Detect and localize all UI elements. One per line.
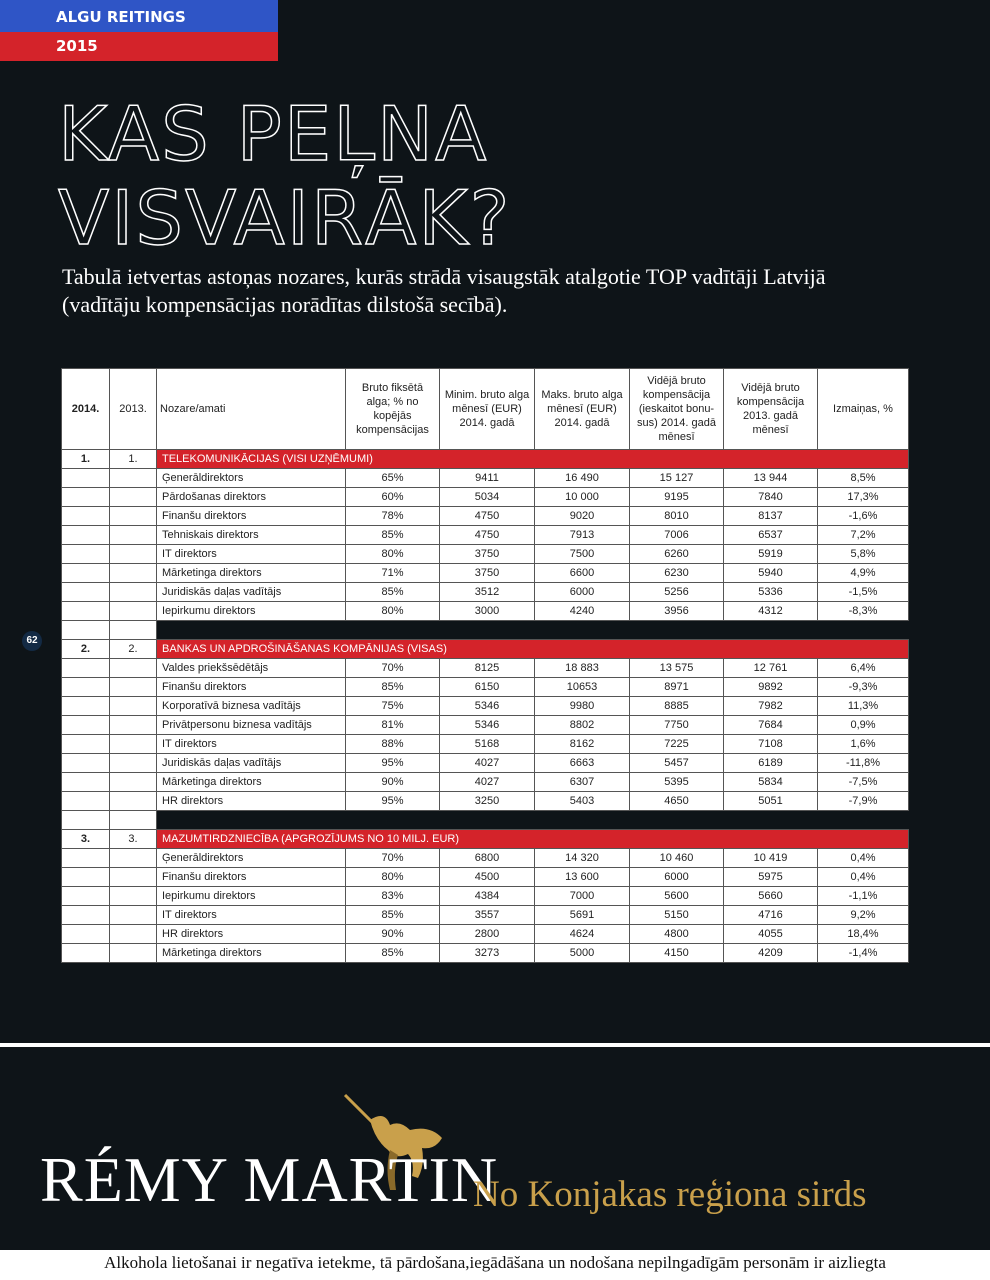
value-cell: 6,4% (818, 659, 909, 678)
table-row (62, 735, 909, 754)
empty-cell (62, 906, 110, 925)
table-header-row (62, 369, 909, 450)
empty-cell (110, 507, 157, 526)
empty-cell (62, 925, 110, 944)
title-line-2: VISVAIRĀK? (58, 174, 512, 262)
value-cell: 4055 (724, 925, 818, 944)
value-cell: 0,4% (818, 849, 909, 868)
rank-2013: 3. (110, 830, 157, 849)
empty-cell (62, 887, 110, 906)
value-cell: 7840 (724, 488, 818, 507)
empty-cell (110, 868, 157, 887)
value-cell: 5975 (724, 868, 818, 887)
empty-cell (110, 526, 157, 545)
value-cell: 5660 (724, 887, 818, 906)
value-cell: 3557 (440, 906, 535, 925)
role-name: Privātpersonu biznesa vadītājs (157, 716, 346, 735)
value-cell: 2800 (440, 925, 535, 944)
spacer-cell (535, 811, 630, 830)
empty-cell (62, 564, 110, 583)
spacer-cell (157, 621, 346, 640)
value-cell: 9980 (535, 697, 630, 716)
role-name: Korporatīvā biznesa vadītājs (157, 697, 346, 716)
value-cell: 7684 (724, 716, 818, 735)
value-cell: 85% (346, 906, 440, 925)
empty-cell (110, 887, 157, 906)
value-cell: 5834 (724, 773, 818, 792)
value-cell: 8802 (535, 716, 630, 735)
page-title (58, 92, 511, 260)
value-cell: 6150 (440, 678, 535, 697)
legal-disclaimer: Alkohola lietošanai ir negatīva ietekme, tā pārdošana,iegādāšana un nodošana nepilngadīgām personām ir aizliegta (0, 1250, 990, 1280)
value-cell: 83% (346, 887, 440, 906)
value-cell: 6230 (630, 564, 724, 583)
role-name: Mārketinga direktors (157, 944, 346, 963)
empty-cell (62, 659, 110, 678)
value-cell: 1,6% (818, 735, 909, 754)
spacer-cell (346, 621, 440, 640)
section-label: BANKAS UN APDROŠINĀŠANAS KOMPĀNIJAS (VISAS) (157, 640, 909, 659)
table-row (62, 697, 909, 716)
spacer-cell (818, 811, 909, 830)
year-tag (0, 32, 278, 61)
value-cell: 14 320 (535, 849, 630, 868)
value-cell: 3273 (440, 944, 535, 963)
value-cell: 90% (346, 925, 440, 944)
value-cell: 6260 (630, 545, 724, 564)
empty-cell (62, 678, 110, 697)
column-header: Maks. bruto alga mēnesī (EUR) 2014. gadā (535, 369, 630, 450)
empty-cell (62, 754, 110, 773)
value-cell: 75% (346, 697, 440, 716)
value-cell: 7000 (535, 887, 630, 906)
section-label: MAZUMTIRDZNIECĪBA (APGROZĪJUMS NO 10 MILJ. EUR) (157, 830, 909, 849)
section-row (62, 450, 909, 469)
table-row (62, 488, 909, 507)
value-cell: 90% (346, 773, 440, 792)
section-tag (0, 0, 278, 32)
value-cell: 5256 (630, 583, 724, 602)
empty-cell (110, 697, 157, 716)
table-row (62, 545, 909, 564)
spacer-cell (62, 811, 110, 830)
value-cell: 4209 (724, 944, 818, 963)
role-name: Iepirkumu direktors (157, 602, 346, 621)
empty-cell (110, 545, 157, 564)
value-cell: 6307 (535, 773, 630, 792)
value-cell: 7982 (724, 697, 818, 716)
column-header: Vidējā bruto kompensācija 2013. gadā mēnesī (724, 369, 818, 450)
value-cell: 10653 (535, 678, 630, 697)
value-cell: 5346 (440, 716, 535, 735)
value-cell: 4,9% (818, 564, 909, 583)
value-cell: 6600 (535, 564, 630, 583)
value-cell: 5395 (630, 773, 724, 792)
table-row (62, 849, 909, 868)
value-cell: 4750 (440, 507, 535, 526)
column-header: Minim. bruto alga mēnesī (EUR) 2014. gadā (440, 369, 535, 450)
empty-cell (62, 773, 110, 792)
role-name: Juridiskās daļas vadītājs (157, 583, 346, 602)
value-cell: 70% (346, 659, 440, 678)
page-number: 62 (22, 631, 42, 651)
value-cell: 70% (346, 849, 440, 868)
value-cell: 80% (346, 545, 440, 564)
spacer-row (62, 811, 909, 830)
spacer-cell (62, 621, 110, 640)
table-body (62, 450, 909, 963)
value-cell: 8885 (630, 697, 724, 716)
empty-cell (110, 849, 157, 868)
value-cell: 5034 (440, 488, 535, 507)
column-header: Vidējā bruto kompensācija (ieskaitot bonu-sus) 2014. gadā mēnesī (630, 369, 724, 450)
value-cell: 7,2% (818, 526, 909, 545)
value-cell: 0,4% (818, 868, 909, 887)
value-cell: -7,9% (818, 792, 909, 811)
value-cell: -7,5% (818, 773, 909, 792)
rank-2013: 1. (110, 450, 157, 469)
empty-cell (62, 944, 110, 963)
section-row (62, 640, 909, 659)
value-cell: 11,3% (818, 697, 909, 716)
value-cell: 3750 (440, 545, 535, 564)
value-cell: 8010 (630, 507, 724, 526)
value-cell: 4500 (440, 868, 535, 887)
table-row (62, 887, 909, 906)
spacer-cell (346, 811, 440, 830)
value-cell: 0,9% (818, 716, 909, 735)
spacer-cell (724, 811, 818, 830)
value-cell: 5403 (535, 792, 630, 811)
role-name: Ģenerāldirektors (157, 849, 346, 868)
empty-cell (110, 659, 157, 678)
value-cell: 3250 (440, 792, 535, 811)
value-cell: 5336 (724, 583, 818, 602)
column-header: 2014. (62, 369, 110, 450)
empty-cell (62, 792, 110, 811)
column-header: Izmaiņas, % (818, 369, 909, 450)
value-cell: 5051 (724, 792, 818, 811)
value-cell: 7913 (535, 526, 630, 545)
value-cell: 4150 (630, 944, 724, 963)
value-cell: -1,5% (818, 583, 909, 602)
value-cell: 4027 (440, 773, 535, 792)
empty-cell (110, 925, 157, 944)
column-header: 2013. (110, 369, 157, 450)
table-row (62, 868, 909, 887)
table-row (62, 792, 909, 811)
empty-cell (110, 583, 157, 602)
value-cell: -11,8% (818, 754, 909, 773)
value-cell: 3000 (440, 602, 535, 621)
empty-cell (110, 735, 157, 754)
role-name: IT direktors (157, 545, 346, 564)
role-name: IT direktors (157, 906, 346, 925)
role-name: HR direktors (157, 925, 346, 944)
subtitle: Tabulā ietvertas astoņas nozares, kurās strādā visaugstāk atalgotie TOP vadītāji Latvijā (vadītāju kompensācijas norādītas dilstošā secībā). (62, 264, 826, 317)
table-row (62, 659, 909, 678)
empty-cell (62, 849, 110, 868)
value-cell: 13 600 (535, 868, 630, 887)
rank-2013: 2. (110, 640, 157, 659)
empty-cell (62, 868, 110, 887)
value-cell: 95% (346, 792, 440, 811)
role-name: HR direktors (157, 792, 346, 811)
empty-cell (62, 716, 110, 735)
spacer-row (62, 621, 909, 640)
spacer-cell (724, 621, 818, 640)
value-cell: 4312 (724, 602, 818, 621)
value-cell: 9195 (630, 488, 724, 507)
value-cell: 5919 (724, 545, 818, 564)
value-cell: 71% (346, 564, 440, 583)
value-cell: 4240 (535, 602, 630, 621)
empty-cell (110, 792, 157, 811)
section-label: TELEKOMUNIKĀCIJAS (VISI UZŅĒMUMI) (157, 450, 909, 469)
value-cell: 5,8% (818, 545, 909, 564)
role-name: Valdes priekšsēdētājs (157, 659, 346, 678)
role-name: Tehniskais direktors (157, 526, 346, 545)
value-cell: 6000 (535, 583, 630, 602)
empty-cell (110, 678, 157, 697)
empty-cell (62, 602, 110, 621)
value-cell: 88% (346, 735, 440, 754)
role-name: Finanšu direktors (157, 868, 346, 887)
value-cell: 5168 (440, 735, 535, 754)
value-cell: 4384 (440, 887, 535, 906)
spacer-cell (440, 811, 535, 830)
value-cell: 8125 (440, 659, 535, 678)
role-name: IT direktors (157, 735, 346, 754)
spacer-cell (535, 621, 630, 640)
table-row (62, 564, 909, 583)
value-cell: -1,1% (818, 887, 909, 906)
role-name: Mārketinga direktors (157, 773, 346, 792)
value-cell: 6189 (724, 754, 818, 773)
value-cell: 5346 (440, 697, 535, 716)
value-cell: 13 575 (630, 659, 724, 678)
value-cell: 10 000 (535, 488, 630, 507)
value-cell: -8,3% (818, 602, 909, 621)
value-cell: 10 460 (630, 849, 724, 868)
value-cell: 80% (346, 602, 440, 621)
value-cell: 78% (346, 507, 440, 526)
empty-cell (62, 507, 110, 526)
value-cell: 4716 (724, 906, 818, 925)
value-cell: 6663 (535, 754, 630, 773)
table-row (62, 602, 909, 621)
role-name: Juridiskās daļas vadītājs (157, 754, 346, 773)
empty-cell (62, 697, 110, 716)
rank-2014: 1. (62, 450, 110, 469)
value-cell: 81% (346, 716, 440, 735)
table-row (62, 944, 909, 963)
value-cell: 80% (346, 868, 440, 887)
spacer-cell (818, 621, 909, 640)
value-cell: 85% (346, 678, 440, 697)
empty-cell (110, 469, 157, 488)
value-cell: 17,3% (818, 488, 909, 507)
value-cell: 15 127 (630, 469, 724, 488)
table-row (62, 773, 909, 792)
empty-cell (62, 583, 110, 602)
value-cell: 60% (346, 488, 440, 507)
value-cell: 16 490 (535, 469, 630, 488)
value-cell: 13 944 (724, 469, 818, 488)
spacer-cell (630, 621, 724, 640)
table-row (62, 526, 909, 545)
value-cell: 5940 (724, 564, 818, 583)
column-header: Bruto fiksētā alga; % no kopējās kompensācijas (346, 369, 440, 450)
value-cell: 3956 (630, 602, 724, 621)
value-cell: 12 761 (724, 659, 818, 678)
value-cell: 5000 (535, 944, 630, 963)
section-row (62, 830, 909, 849)
value-cell: 6800 (440, 849, 535, 868)
value-cell: 85% (346, 944, 440, 963)
section-tag-label: ALGU REITINGS (56, 8, 186, 26)
role-name: Ģenerāldirektors (157, 469, 346, 488)
value-cell: 5457 (630, 754, 724, 773)
value-cell: 3512 (440, 583, 535, 602)
empty-cell (110, 716, 157, 735)
value-cell: 8162 (535, 735, 630, 754)
rank-2014: 3. (62, 830, 110, 849)
title-line-1: KAS PEĻNA (58, 90, 489, 178)
value-cell: 18,4% (818, 925, 909, 944)
value-cell: 85% (346, 526, 440, 545)
value-cell: 7108 (724, 735, 818, 754)
table-row (62, 716, 909, 735)
role-name: Finanšu direktors (157, 507, 346, 526)
value-cell: 8137 (724, 507, 818, 526)
empty-cell (110, 602, 157, 621)
empty-cell (110, 944, 157, 963)
table-row (62, 469, 909, 488)
value-cell: 3750 (440, 564, 535, 583)
empty-cell (62, 488, 110, 507)
rank-2014: 2. (62, 640, 110, 659)
empty-cell (110, 773, 157, 792)
brand-logo: RÉMY MARTIN (40, 1144, 499, 1215)
value-cell: 4800 (630, 925, 724, 944)
value-cell: 95% (346, 754, 440, 773)
value-cell: 5150 (630, 906, 724, 925)
value-cell: 9411 (440, 469, 535, 488)
value-cell: 8,5% (818, 469, 909, 488)
salary-table (61, 368, 909, 963)
value-cell: -1,6% (818, 507, 909, 526)
value-cell: 18 883 (535, 659, 630, 678)
role-name: Pārdošanas direktors (157, 488, 346, 507)
value-cell: 8971 (630, 678, 724, 697)
spacer-cell (440, 621, 535, 640)
value-cell: -9,3% (818, 678, 909, 697)
value-cell: 4650 (630, 792, 724, 811)
year-tag-label: 2015 (56, 37, 98, 55)
spacer-cell (157, 811, 346, 830)
role-name: Mārketinga direktors (157, 564, 346, 583)
value-cell: 9892 (724, 678, 818, 697)
table-row (62, 678, 909, 697)
value-cell: 9,2% (818, 906, 909, 925)
value-cell: 4624 (535, 925, 630, 944)
value-cell: 4750 (440, 526, 535, 545)
empty-cell (110, 488, 157, 507)
ad-slogan: No Konjakas reģiona sirds (473, 1174, 867, 1215)
table-row (62, 906, 909, 925)
value-cell: 6537 (724, 526, 818, 545)
table-row (62, 583, 909, 602)
value-cell: 65% (346, 469, 440, 488)
empty-cell (62, 735, 110, 754)
value-cell: 7500 (535, 545, 630, 564)
value-cell: 85% (346, 583, 440, 602)
spacer-cell (630, 811, 724, 830)
column-header: Nozare/amati (157, 369, 346, 450)
value-cell: 6000 (630, 868, 724, 887)
value-cell: 9020 (535, 507, 630, 526)
empty-cell (110, 906, 157, 925)
role-name: Iepirkumu direktors (157, 887, 346, 906)
value-cell: 5600 (630, 887, 724, 906)
table-row (62, 925, 909, 944)
value-cell: 5691 (535, 906, 630, 925)
value-cell: 4027 (440, 754, 535, 773)
empty-cell (62, 526, 110, 545)
spacer-cell (110, 811, 157, 830)
value-cell: 10 419 (724, 849, 818, 868)
spacer-cell (110, 621, 157, 640)
value-cell: 7225 (630, 735, 724, 754)
empty-cell (110, 754, 157, 773)
value-cell: -1,4% (818, 944, 909, 963)
table-row (62, 507, 909, 526)
empty-cell (110, 564, 157, 583)
empty-cell (62, 545, 110, 564)
value-cell: 7750 (630, 716, 724, 735)
role-name: Finanšu direktors (157, 678, 346, 697)
table-row (62, 754, 909, 773)
value-cell: 7006 (630, 526, 724, 545)
empty-cell (62, 469, 110, 488)
